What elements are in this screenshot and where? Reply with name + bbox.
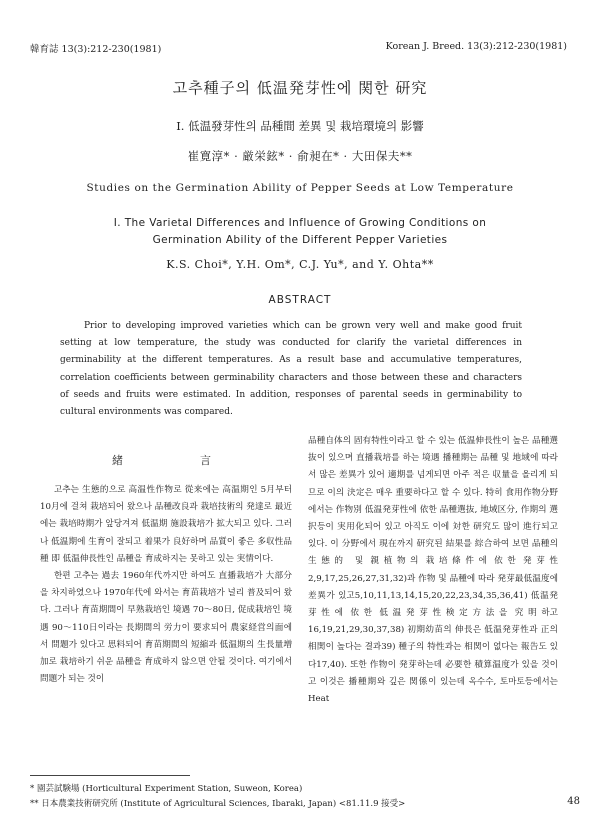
right-paragraph: 品種自体의 固有特性이라고 할 수 있는 低温伸長性이 높은 品種選抜이 있으며 直播栽培를 하는 境遇 播種期는 品種 및 地域에 따라서 많은 差異가 있어 適期를 넘게되면 아주 적은 収量을 올리게 되므로 이의 決定은 매우 重要하다고 할 수 있다. 特히 食用作物分野에서는 作物別 低温発芽性에 依한 品種選抜, 地域区分, 作期의 選択등이 実用化되어 있고 아직도 이에 対한 研究도 많이 進行되고 있다. 이 分野에서 現在까지 研究된 結果를 綜合하여 보면 品種의 生態的 및 親植物의 栽培條件에 依한 発芽性2,9,17,25,26,27,31,32)과 作物 및 品種에 따라 発芽最低温度에 差異가 있고5,10,11,13,14,15,20,22,23,34,35,36,41) 低温発芽性에 依한 低温発芽性検定方法을 究明하고16,19,21,29,30,37,38) 初期幼苗의 伸長은 低温発芽性과 正의 相関이 높다는 결과39) 種子의 特性과는 相関이 없다는 報告도 있다17,40). 또한 作物이 発芽하는데 必要한 積算温度가 있을 것이고 이것은 播種期와 깊은 関係이 있는데 옥수수, 토마토등에서는 Heat <box>308 436 558 705</box>
english-subtitle <box>0 215 600 249</box>
footnote-2: ** 日本農業技術研究所 (Institute of Agricultural Sciences, Ibaraki, Japan) <81.11.9 接受> <box>30 799 406 809</box>
abstract-body <box>60 318 522 421</box>
section-heading-char1: 緒 <box>112 454 123 467</box>
right-column-body <box>308 433 558 708</box>
english-subtitle-line2: Germination Ability of the Different Pepper Varieties <box>152 234 448 246</box>
section-heading-char2: 言 <box>200 454 211 467</box>
left-column-body <box>40 482 292 688</box>
page-number: 48 <box>567 796 580 807</box>
footnote-1: * 園芸試験場 (Horticultural Experiment Station, Suweon, Korea) <box>30 784 303 794</box>
left-paragraph-1: 고추는 生態的으로 高温性作物로 從来에는 高温期인 5月부터 10月에 걸쳐 栽培되어 왔으나 品種改良과 栽培技術의 発達로 最近에는 栽培時期가 앞당겨져 低温期 施設栽培가 拡大되고 있다. 그러나 低温期에 生育이 잘되고 着果가 良好하며 品質이 좋은 多収性品種 即 低温伸長性인 品種을 育成하지는 못하고 있는 実情이다. <box>40 485 292 564</box>
journal-header-left: 韓育誌 13(3):212-230(1981) <box>30 44 162 55</box>
korean-title: 고추種子의 低温発芽性에 関한 研究 <box>172 79 428 97</box>
footnote-rule <box>30 775 190 776</box>
abstract-heading: ABSTRACT <box>268 294 332 306</box>
abstract-text: Prior to developing improved varieties which can be grown very well and make good fruit setting at low temperature, the study was conducted for clarify the varietal differences in germinability at the different temperatures. As a result base and accumulative temperatures, correlation coefficients between germinability characters and those between these and characters of seeds and fruits were estimated. In addition, responses of parental seeds in germinability to cultural environments was compared. <box>60 321 522 418</box>
journal-header-right: Korean J. Breed. 13(3):212-230(1981) <box>385 41 567 52</box>
korean-subtitle: I. 低温發芽性의 品種間 差異 및 栽培環境의 影響 <box>176 119 424 133</box>
english-title: Studies on the Germination Ability of Pepper Seeds at Low Temperature <box>86 182 514 194</box>
korean-authors: 崔寛淳* · 厳栄鉉* · 俞昶在* · 大田保夫** <box>187 149 413 163</box>
english-subtitle-line1: I. The Varietal Differences and Influence of Growing Conditions on <box>113 217 487 229</box>
english-authors: K.S. Choi*, Y.H. Om*, C.J. Yu*, and Y. Ohta** <box>166 258 434 271</box>
left-paragraph-2: 한편 고추는 過去 1960年代까지만 하여도 直播栽培가 大部分을 차지하였으나 1970年代에 와서는 育苗栽培가 널리 普及되어 왔다. 그러나 育苗期間이 早熟栽培인 境遇 70～80日, 促成栽培인 境遇 90～110日이라는 長期間의 労力이 要求되어 農家経営의面에서 問題가 있다고 思料되어 育苗期間의 短縮과 低温期의 生長量増加로 栽培하기 쉬운 品種을 育成하지 않으면 안될 것이다. 여기에서 問題가 되는 것이 <box>40 571 292 685</box>
